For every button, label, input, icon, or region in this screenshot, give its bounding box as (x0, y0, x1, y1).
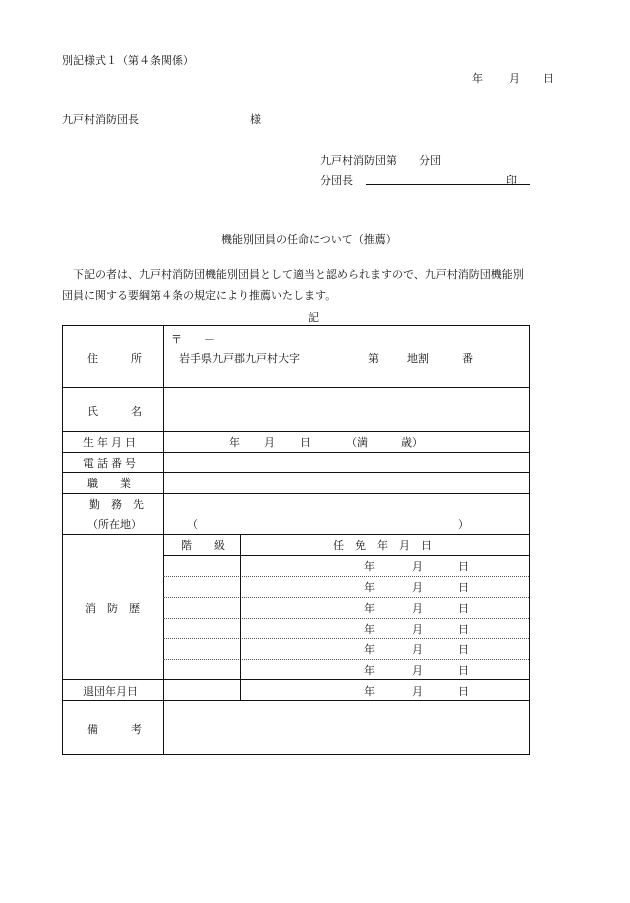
retire-label: 退団年月日 (83, 685, 138, 698)
address-dai: 第 (368, 352, 379, 365)
history-row-year: 年 (364, 643, 375, 656)
birth-year: 年 (229, 436, 240, 449)
birth-day: 日 (300, 436, 311, 449)
history-row-year: 年 (364, 560, 375, 573)
history-row-divider (163, 618, 529, 619)
history-date-header: 任 免 年 月 日 (333, 539, 432, 552)
history-row-year: 年 (364, 581, 375, 594)
body-paragraph: 下記の者は、九戸村消防団機能別団員として適当と認められますので、九戸村消防団機能別団員に関する要綱第４条の規定により推薦いたします。 (62, 268, 524, 302)
workplace-paren-close: ） (458, 518, 469, 531)
address-prefix: 岩手県九戸郡九戸村大字 (179, 352, 300, 365)
history-row-year: 年 (364, 623, 375, 636)
phone-label: 電話番号 (83, 457, 139, 470)
label-column-divider (163, 326, 164, 754)
seal-mark: 印 (506, 174, 517, 187)
sender-title: 分団長 (320, 174, 353, 187)
history-row-month: 月 (412, 581, 423, 594)
history-row-day: 日 (458, 560, 469, 573)
job-label: 職 業 (87, 477, 131, 490)
row-divider (63, 679, 529, 680)
document-title: 機能別団員の任命について（推薦） (221, 233, 397, 246)
row-divider (63, 431, 529, 432)
application-table (62, 325, 530, 755)
row-divider (63, 472, 529, 473)
history-row-divider (163, 576, 529, 577)
date-year-label: 年 (472, 72, 483, 85)
retire-year: 年 (364, 685, 375, 698)
name-label: 氏 名 (87, 405, 142, 418)
remarks-label: 備 考 (87, 723, 142, 736)
history-row-divider (163, 659, 529, 660)
ki-label: 記 (308, 311, 319, 324)
row-divider (63, 700, 529, 701)
history-row-divider (163, 555, 529, 556)
date-day-label: 日 (543, 72, 554, 85)
history-rank-header: 階 級 (181, 539, 225, 552)
history-row-divider (163, 597, 529, 598)
addressee-name: 九戸村消防団長 (62, 113, 139, 126)
retire-month: 月 (412, 685, 423, 698)
address-ban: 番 (462, 352, 473, 365)
row-divider (63, 452, 529, 453)
retire-day: 日 (458, 685, 469, 698)
sender-branch: 九戸村消防団第 分団 (320, 154, 441, 167)
address-label: 住 所 (87, 352, 142, 365)
workplace-paren-open: （ (187, 518, 198, 531)
birth-label: 生年月日 (83, 436, 139, 449)
history-row-year: 年 (364, 602, 375, 615)
row-divider (63, 387, 529, 388)
form-label: 別記様式１（第４条関係） (62, 54, 194, 67)
row-divider (63, 534, 529, 535)
history-row-day: 日 (458, 623, 469, 636)
birth-month: 月 (264, 436, 275, 449)
addressee-honorific: 様 (250, 113, 261, 126)
history-row-day: 日 (458, 581, 469, 594)
history-row-year: 年 (364, 664, 375, 677)
history-row-day: 日 (458, 664, 469, 677)
history-row-month: 月 (412, 643, 423, 656)
rank-column-divider (240, 534, 241, 700)
history-row-day: 日 (458, 602, 469, 615)
history-label: 消 防 歴 (85, 602, 140, 615)
history-row-month: 月 (412, 560, 423, 573)
history-row-month: 月 (412, 623, 423, 636)
postal-code: 〒 － (171, 333, 215, 346)
workplace-location-label: （所在地） (87, 518, 142, 531)
address-chiwari: 地割 (407, 352, 429, 365)
date-month-label: 月 (509, 72, 520, 85)
workplace-label: 勤 務 先 (89, 498, 144, 511)
history-row-month: 月 (412, 664, 423, 677)
history-row-day: 日 (458, 643, 469, 656)
history-row-divider (163, 638, 529, 639)
birth-age: （満 歳） (346, 436, 423, 449)
row-divider (63, 493, 529, 494)
history-row-month: 月 (412, 602, 423, 615)
